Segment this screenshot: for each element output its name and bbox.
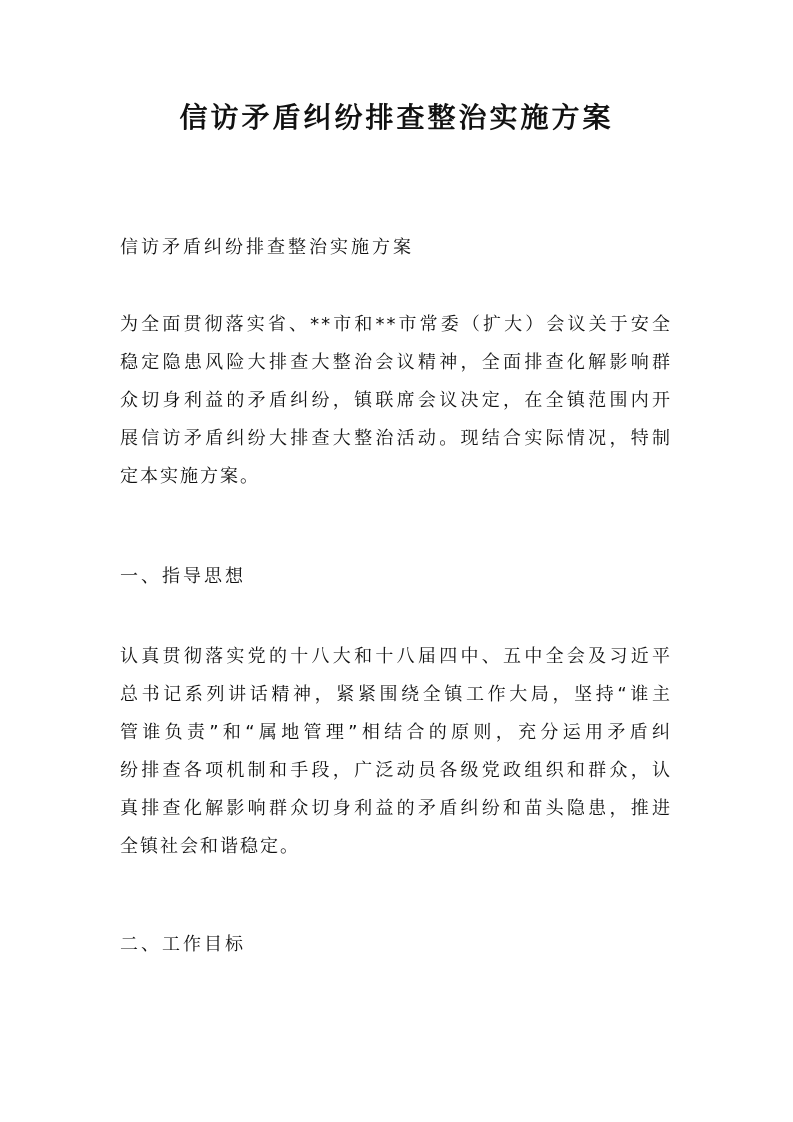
paragraph-line: 展信访矛盾纠纷大排查大整治活动。现结合实际情况，特制	[120, 428, 672, 449]
document-subtitle: 信访矛盾纠纷排查整治实施方案	[120, 237, 414, 258]
paragraph-line: 真排查化解影响群众切身利益的矛盾纠纷和苗头隐患，推进	[120, 798, 672, 819]
paragraph-line: 众切身利益的矛盾纠纷，镇联席会议决定，在全镇范围内开	[120, 390, 672, 411]
section-heading-guiding-thought: 一、指导思想	[120, 566, 246, 587]
paragraph-line: 纷排查各项机制和手段，广泛动员各级党政组织和群众，认	[120, 760, 672, 781]
document-title: 信访矛盾纠纷排查整治实施方案	[179, 101, 614, 134]
paragraph-line: 稳定隐患风险大排查大整治会议精神，全面排查化解影响群	[120, 352, 672, 373]
paragraph-line: 为全面贯彻落实省、**市和**市常委（扩大）会议关于安全	[120, 314, 672, 335]
paragraph-line: 全镇社会和谐稳定。	[120, 836, 300, 857]
guiding-thought-paragraph	[120, 638, 672, 866]
paragraph-line: 管谁负责”和“属地管理”相结合的原则，充分运用矛盾纠	[120, 722, 672, 743]
paragraph-line: 定本实施方案。	[120, 466, 260, 487]
intro-paragraph	[120, 306, 672, 496]
paragraph-line: 总书记系列讲话精神，紧紧围绕全镇工作大局，坚持“谁主	[120, 684, 672, 705]
section-heading-work-goals: 二、工作目标	[120, 934, 246, 955]
paragraph-line: 认真贯彻落实党的十八大和十八届四中、五中全会及习近平	[120, 646, 672, 667]
